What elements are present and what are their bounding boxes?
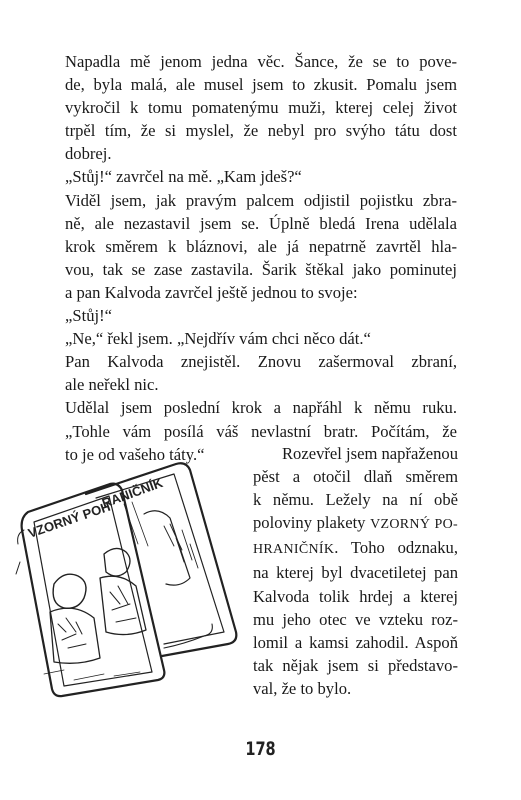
text-line: ně, ale nezastavil jsem se. Úplně bledá Irena udělala bbox=[65, 213, 457, 233]
text-line: „Stůj!“ zavrčel na mě. „Kam jdeš?“ bbox=[65, 167, 302, 187]
text-line: „Tohle vám posílá váš nevlastní bratr. Počítám, že bbox=[65, 421, 457, 441]
text-line: mu jeho otec ve vzteku roz- bbox=[253, 609, 458, 629]
text-line: ale neřekl nic. bbox=[65, 375, 159, 395]
text-line: to je od vašeho táty.“ bbox=[65, 444, 205, 464]
text-line: „Ne,“ řekl jsem. „Nejdřív vám chci něco dát.“ bbox=[65, 329, 371, 349]
text-line: HRANIČNÍK. Toho odznaku, bbox=[253, 538, 458, 558]
badge-name: HRANIČNÍK bbox=[253, 542, 335, 558]
text-line: Rozevřel jsem napřaženou bbox=[281, 444, 458, 463]
main-text-column bbox=[65, 50, 457, 466]
text-line: Udělal jsem poslední krok a napřáhl k němu ruku. bbox=[65, 398, 457, 418]
text-line: k němu. Ležely na ní obě bbox=[253, 490, 458, 510]
text-line: Pan Kalvoda znejistěl. Znovu zašermoval zbraní, bbox=[65, 352, 457, 372]
side-text-block bbox=[253, 442, 458, 700]
page-number: 178 bbox=[245, 738, 276, 760]
text-line: na kterej byl dvacetiletej pan bbox=[253, 563, 458, 583]
text-line: tak nějak jsem si představo- bbox=[253, 655, 458, 675]
text-line: dobrej. bbox=[65, 144, 112, 164]
text-line: Viděl jsem, jak pravým palcem odjistil pojistku zbra- bbox=[65, 190, 457, 210]
text-line: a pan Kalvoda zavrčel ještě jednou to svoje: bbox=[65, 282, 358, 302]
text-line: lomil a kamsi zahodil. Aspoň bbox=[253, 632, 458, 652]
plaque-halves-illustration bbox=[14, 434, 250, 700]
right-plaque-label: RANIČNÍK bbox=[99, 474, 165, 511]
text-line: vykročil k tomu pomatenýmu muži, kterej celej život bbox=[65, 98, 457, 118]
text-line: „Stůj!“ bbox=[65, 306, 113, 326]
badge-name: VZORNÝ PO- bbox=[370, 517, 459, 533]
text-line: poloviny plakety VZORNÝ PO- bbox=[253, 513, 459, 533]
text-line: val, že to bylo. bbox=[253, 678, 352, 698]
text-line: krok směrem k bláznovi, ale já nepatrně zavrtěl hla- bbox=[65, 236, 457, 256]
text-line: de, byla malá, ale musel jsem to zkusit. Pomalu jsem bbox=[65, 75, 457, 95]
text-line: trpěl tím, že si myslel, že nebyl pro svýho tátu dost bbox=[65, 121, 457, 141]
left-plaque-label: VZORNÝ POH bbox=[26, 498, 113, 541]
text-line: Kalvoda tolik hrdej a kterej bbox=[253, 586, 458, 606]
text-line: pěst a otočil dlaň směrem bbox=[253, 467, 458, 487]
text-line: Napadla mě jenom jedna věc. Šance, že se to pove- bbox=[65, 52, 457, 71]
text-line: vou, tak se zase zastavila. Šarik štěkal jako pominutej bbox=[65, 259, 457, 279]
